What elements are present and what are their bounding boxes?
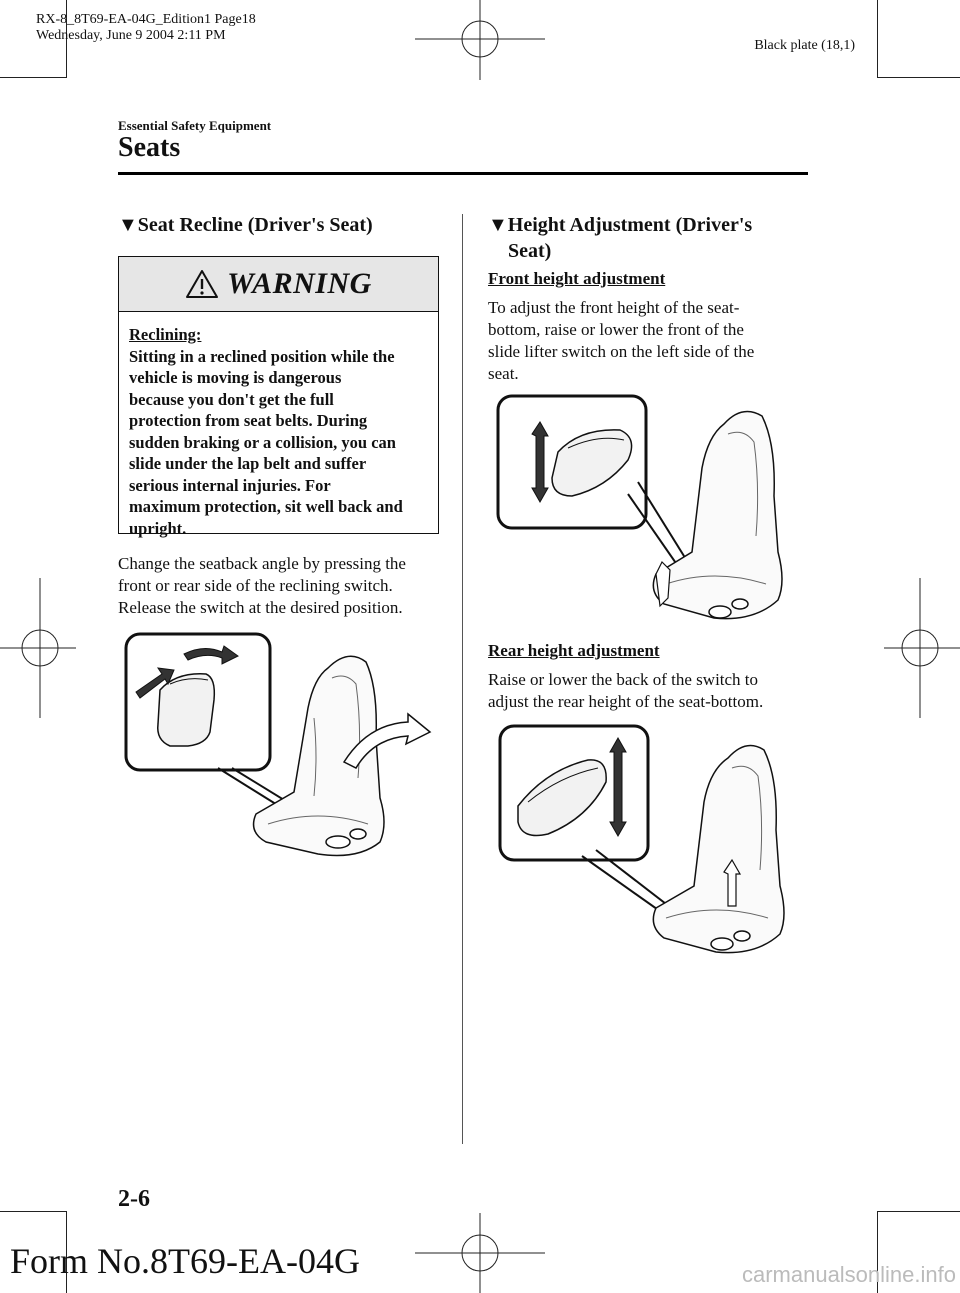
- warning-line: sudden braking or a collision, you can: [129, 432, 396, 452]
- warning-line: serious internal injuries. For: [129, 475, 331, 495]
- warning-title: WARNING: [227, 267, 372, 300]
- paragraph-line: slide lifter switch on the left side of the: [488, 342, 755, 361]
- section-heading-recline: [118, 212, 373, 238]
- warning-line: Sitting in a reclined position while the: [129, 346, 395, 366]
- paragraph-line: adjust the rear height of the seat-bottom.: [488, 692, 764, 711]
- running-head: Essential Safety Equipment: [118, 118, 272, 133]
- warning-line: vehicle is moving is dangerous: [129, 368, 342, 387]
- rear-height-switch-illustration: [488, 722, 808, 972]
- paragraph-line: seat.: [488, 364, 519, 383]
- paragraph-line: bottom, raise or lower the front of the: [488, 320, 744, 339]
- warning-header: [119, 257, 438, 312]
- warning-triangle-icon: [185, 269, 219, 299]
- warning-line: protection from seat belts. During: [129, 411, 368, 430]
- page-number: 2-6: [118, 1186, 150, 1212]
- slug-line-1: RX-8_8T69-EA-04G_Edition1 Page18: [36, 12, 256, 27]
- registration-mark-top: [415, 0, 545, 80]
- rear-height-subheading: Rear height adjustment: [488, 641, 660, 660]
- warning-line: upright.: [129, 518, 187, 538]
- registration-mark-bottom: [415, 1213, 545, 1293]
- front-height-subheading: Front height adjustment: [488, 269, 666, 288]
- heading-text-line2: Seat): [508, 240, 552, 262]
- slug-line-2: Wednesday, June 9 2004 2:11 PM: [36, 28, 226, 43]
- title-rule: [118, 172, 808, 175]
- warning-line: slide under the lap belt and suffer: [129, 454, 367, 473]
- warning-box: [118, 256, 439, 538]
- registration-mark-right: [884, 578, 960, 718]
- recline-paragraph: [118, 553, 406, 619]
- warning-line: because you don't get the full: [129, 389, 334, 409]
- paragraph-line: Release the switch at the desired position.: [118, 598, 403, 617]
- seat-recline-switch-illustration: [118, 628, 448, 878]
- heading-marker: ▼: [488, 214, 508, 236]
- paragraph-line: Raise or lower the back of the switch to: [488, 670, 759, 689]
- warning-body: [119, 312, 438, 539]
- heading-text: Seat Recline (Driver's Seat): [137, 214, 373, 236]
- plate-label: Black plate (18,1): [754, 38, 855, 53]
- front-height-switch-illustration: [488, 392, 808, 640]
- chapter-title: Seats: [118, 132, 181, 163]
- heading-text-line1: Height Adjustment (Driver's: [507, 214, 753, 236]
- rear-height-paragraph: [488, 669, 763, 713]
- heading-marker: ▼: [118, 214, 138, 236]
- watermark: carmanualsonline.info: [741, 1262, 956, 1287]
- form-number: Form No.8T69-EA-04G: [10, 1241, 360, 1281]
- column-divider: [462, 214, 463, 1144]
- paragraph-line: front or rear side of the reclining switch.: [118, 576, 393, 595]
- warning-line: maximum protection, sit well back and: [129, 497, 403, 516]
- paragraph-line: To adjust the front height of the seat-: [488, 298, 740, 317]
- warning-subheading: Reclining:: [129, 325, 202, 344]
- registration-mark-left: [0, 578, 76, 718]
- print-slug: [36, 12, 256, 44]
- section-heading-height: [488, 212, 752, 264]
- front-height-paragraph: [488, 297, 754, 385]
- paragraph-line: Change the seatback angle by pressing the: [118, 554, 406, 573]
